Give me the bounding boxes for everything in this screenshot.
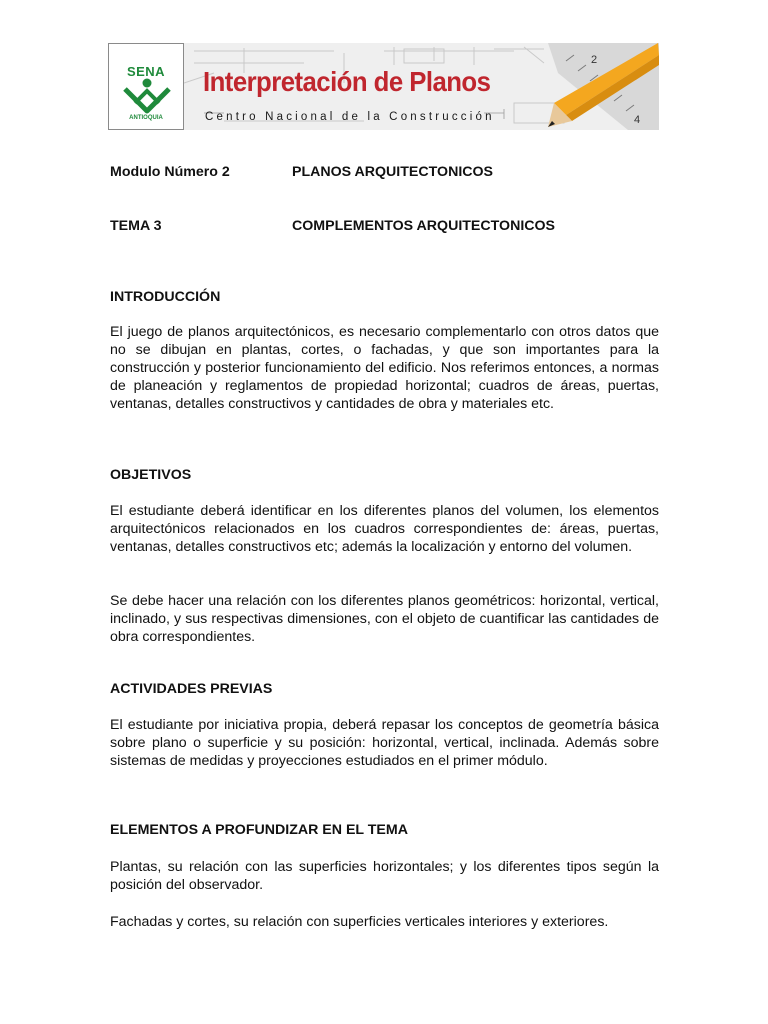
elements-paragraph-2: Fachadas y cortes, su relación con superficies verticales interiores y exteriores. <box>110 914 609 930</box>
logo-text: SENA <box>126 64 166 79</box>
module-title: PLANOS ARQUITECTONICOS <box>292 164 494 180</box>
objectives-paragraph-1: El estudiante deberá identificar en los diferentes planos del volumen, los elementos arquitectónicos relacionados en los cuadros correspondientes de: áreas, puertas, ventanas, detalles constructivos etc; además la localización y entorno del volumen. <box>110 503 659 555</box>
svg-text:4: 4 <box>634 114 641 126</box>
topic-label: TEMA 3 <box>110 218 162 234</box>
module-label: Modulo Número 2 <box>110 164 230 180</box>
elements-paragraph-1: Plantas, su relación con las superficies horizontales; y los diferentes tipos según la posición del observador. <box>110 859 659 893</box>
logo-subtext: ANTIOQUIA <box>129 115 163 121</box>
topic-title: COMPLEMENTOS ARQUITECTONICOS <box>292 218 556 234</box>
banner-subtitle: Centro Nacional de la Construcción <box>205 111 495 123</box>
previous-heading: ACTIVIDADES PREVIAS <box>110 681 273 697</box>
module-row <box>110 164 494 180</box>
topic-row <box>110 218 556 234</box>
previous-paragraph: El estudiante por iniciativa propia, deberá repasar los conceptos de geometría básica sobre plano o superficie y su posición: horizontal, vertical, inclinada. Además sobre sistemas de medidas y proyecciones estudiados en el primer módulo. <box>110 717 659 769</box>
svg-text:2: 2 <box>591 54 598 66</box>
intro-heading: INTRODUCCIÓN <box>110 289 221 305</box>
objectives-paragraph-2: Se debe hacer una relación con los diferentes planos geométricos: horizontal, vertical, inclinado, y sus respectivas dimensiones, con el objeto de cuantificar las cantidades de obra correspondientes. <box>110 593 659 645</box>
pencil-ruler-icon <box>488 43 659 130</box>
sena-logo <box>108 43 184 130</box>
elements-heading: ELEMENTOS A PROFUNDIZAR EN EL TEMA <box>110 822 408 838</box>
banner-title: Interpretación de Planos <box>203 66 491 97</box>
intro-paragraph: El juego de planos arquitectónicos, es necesario complementarlo con otros datos que no se dibujan en plantas, cortes, o fachadas, y que son importantes para la construcción y posterior funcionamiento del edificio. Nos referimos entonces, a normas de planeación y reglamentos de propiedad horizontal; cuadros de áreas, puertas, ventanas, detalles constructivos y cantidades de obra y materiales etc. <box>110 324 659 412</box>
objectives-heading: OBJETIVOS <box>110 467 192 483</box>
header-banner <box>108 43 659 130</box>
sena-figure-icon <box>121 77 173 115</box>
